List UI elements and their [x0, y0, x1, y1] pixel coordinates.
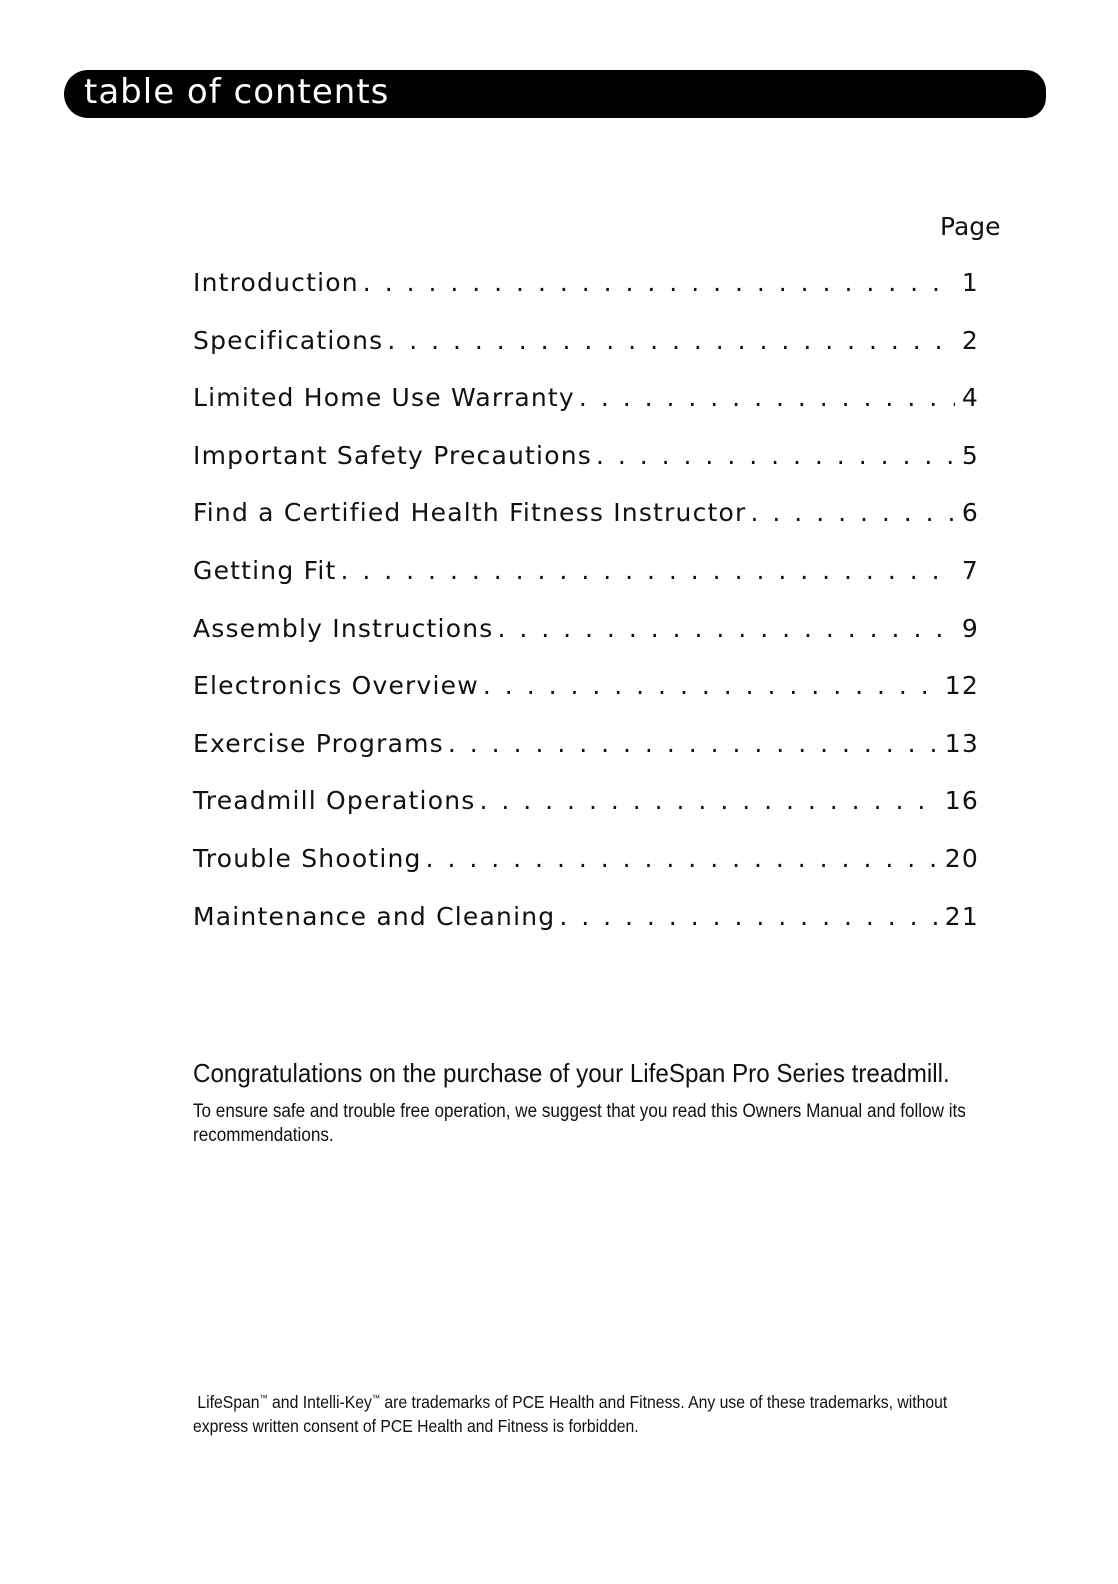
intro-body: To ensure safe and trouble free operation, we suggest that you read this Owners Manual and follow its recommendations. — [193, 1101, 966, 1146]
toc-entry-page: 7 — [961, 555, 979, 585]
toc-entry-title: Maintenance and Cleaning — [193, 901, 556, 931]
toc-entry-page: 5 — [961, 440, 979, 470]
toc-entry[interactable] — [193, 786, 979, 844]
toc-entry[interactable] — [193, 614, 979, 672]
tm-mark: ™ — [371, 1393, 380, 1403]
toc-entry-title: Treadmill Operations — [193, 786, 476, 816]
toc-entry-title: Find a Certified Health Fitness Instructor — [193, 498, 747, 528]
toc-entry[interactable] — [193, 383, 979, 441]
tm-mark: ™ — [259, 1393, 268, 1403]
dot-leader — [387, 326, 955, 355]
toc-entry[interactable] — [193, 729, 979, 787]
trademark-text: are trademarks of PCE Health and Fitness. Any use of these trademarks, without express written consent of PCE Health and Fitness is forbidden. — [193, 1391, 948, 1436]
toc-entry-page: 16 — [944, 786, 979, 816]
toc-entry-page: 6 — [961, 498, 979, 528]
brand-name: LifeSpan — [197, 1391, 260, 1412]
dot-leader — [426, 844, 941, 873]
toc-entry-page: 21 — [944, 901, 979, 931]
dot-leader — [448, 729, 941, 758]
toc-entry-page: 4 — [961, 383, 979, 413]
toc-entry-title: Exercise Programs — [193, 728, 444, 758]
intro-heading: Congratulations on the purchase of your LifeSpan Pro Series treadmill. — [193, 1058, 950, 1088]
dot-leader — [751, 498, 955, 527]
toc-entry-title: Important Safety Precautions — [193, 440, 592, 470]
toc-entry[interactable] — [193, 844, 979, 902]
toc-entry-page: 1 — [961, 268, 979, 297]
toc-entry[interactable] — [193, 498, 979, 556]
toc-entry[interactable] — [193, 902, 979, 960]
toc-entry-title: Introduction — [193, 268, 359, 297]
page-title: table of contents — [84, 72, 390, 112]
toc-entry-page: 20 — [944, 843, 979, 873]
dot-leader — [340, 556, 955, 585]
toc-entry-page: 2 — [961, 325, 979, 355]
toc-entry-title: Electronics Overview — [193, 671, 479, 701]
toc-entry[interactable] — [193, 268, 979, 326]
toc-entry-title: Getting Fit — [193, 555, 337, 585]
dot-leader — [363, 268, 955, 297]
toc-entry[interactable] — [193, 556, 979, 614]
toc-list — [193, 268, 979, 959]
dot-leader — [596, 441, 955, 470]
brand-name-2: and Intelli-Key — [267, 1391, 372, 1412]
trademark-notice — [193, 1386, 985, 1438]
toc-entry-title: Trouble Shooting — [193, 843, 422, 873]
toc-entry-page: 13 — [944, 728, 979, 758]
toc-entry[interactable] — [193, 326, 979, 384]
dot-leader — [559, 902, 940, 931]
toc-entry-title: Assembly Instructions — [193, 613, 494, 643]
toc-entry-title: Specifications — [193, 325, 384, 355]
toc-entry-page: 9 — [961, 613, 979, 643]
dot-leader — [497, 614, 955, 643]
dot-leader — [479, 786, 940, 815]
toc-entry[interactable] — [193, 671, 979, 729]
toc-entry[interactable] — [193, 441, 979, 499]
page-column-label: Page — [940, 212, 1001, 241]
toc-entry-title: Limited Home Use Warranty — [193, 383, 575, 413]
section-banner — [64, 70, 1046, 118]
dot-leader — [579, 383, 955, 412]
toc-entry-page: 12 — [944, 671, 979, 701]
dot-leader — [483, 671, 941, 700]
